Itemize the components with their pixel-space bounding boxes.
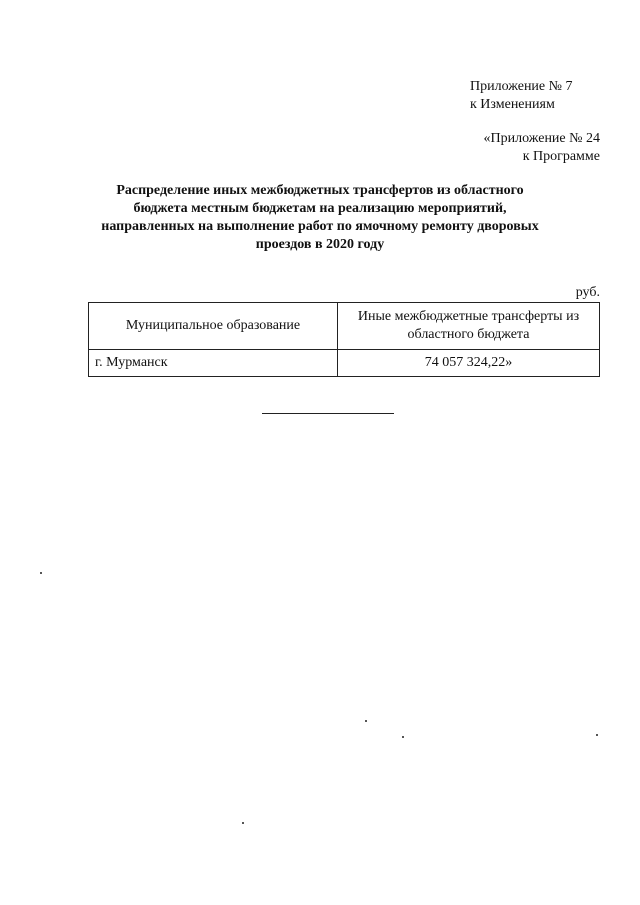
municipality-cell: г. Мурманск (89, 350, 338, 377)
header-municipality: Муниципальное образование (89, 303, 338, 350)
annex-original-label (484, 130, 601, 166)
amount-cell: 74 057 324,22» (338, 350, 600, 377)
annex-original-number: «Приложение № 24 (483, 131, 600, 146)
annex-original-reference: к Программе (522, 149, 600, 164)
scan-speck (596, 734, 598, 736)
annex-number: Приложение № 7 (470, 79, 573, 94)
annex-reference: к Изменениям (470, 97, 555, 112)
header-transfers: Иные межбюджетные трансферты из областного бюджета (338, 303, 600, 350)
document-title: Распределение иных межбюджетных трансфертов из областного бюджета местным бюджетам на реализацию мероприятий, направленных на выполнение работ по ямочному ремонту дворовых проездов в 2020 году (101, 183, 539, 252)
currency-unit: руб. (575, 285, 600, 300)
scan-speck (40, 572, 42, 574)
scan-speck (242, 822, 244, 824)
table-row (89, 350, 600, 377)
scan-speck (402, 736, 404, 738)
distribution-table (88, 302, 600, 377)
table-header-row (89, 303, 600, 350)
end-separator-line (262, 413, 394, 414)
scan-speck (365, 720, 367, 722)
annex-label (470, 78, 573, 114)
